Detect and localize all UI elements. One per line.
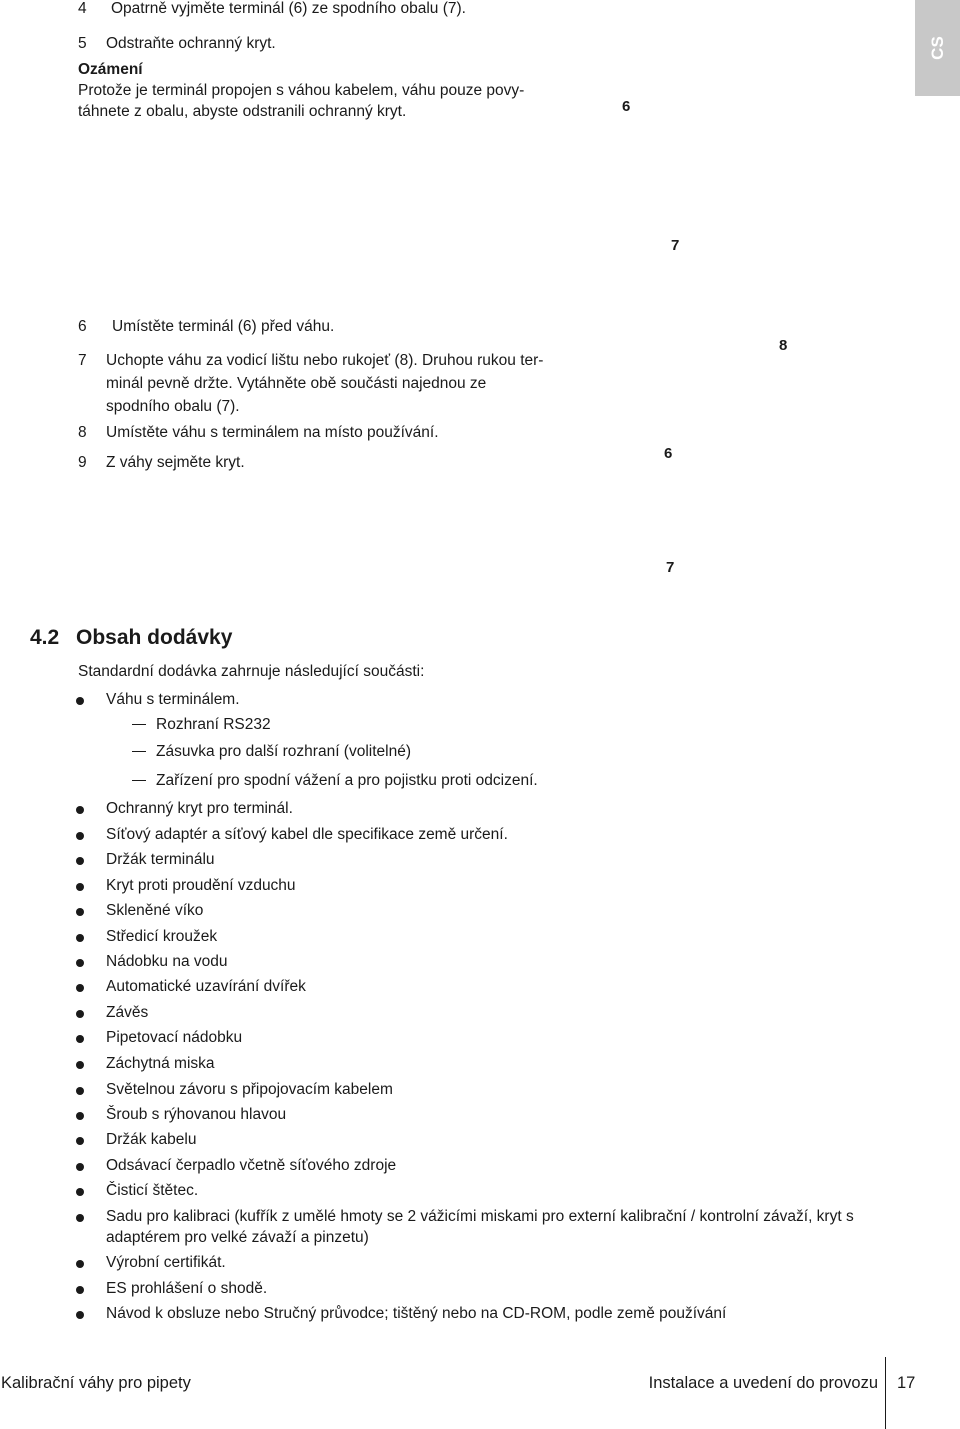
bullet-icon — [76, 959, 84, 967]
step-text: Umístěte váhu s terminálem na místo používání. — [106, 424, 439, 441]
list-item: Záchytná miska — [106, 1055, 215, 1072]
section-intro: Standardní dodávka zahrnuje následující součásti: — [78, 663, 425, 680]
bullet-icon — [76, 1163, 84, 1171]
bullet-icon — [76, 1260, 84, 1268]
step-number: 4 — [78, 0, 87, 17]
bullet-icon — [76, 832, 84, 840]
footer-divider — [885, 1357, 886, 1429]
step-text: Z váhy sejměte kryt. — [106, 454, 245, 471]
list-item: Držák terminálu — [106, 851, 215, 868]
step-text: Uchopte váhu za vodicí lištu nebo rukojeť (8). Druhou rukou ter- — [106, 352, 544, 369]
note-text: Protože je terminál propojen s váhou kabelem, váhu pouze povy- — [78, 82, 525, 99]
note-text: táhnete z obalu, abyste odstranili ochranný kryt. — [78, 103, 407, 120]
step-text: minál pevně držte. Vytáhněte obě součásti najednou ze — [106, 375, 487, 392]
dash-icon — [132, 724, 146, 725]
section-heading — [30, 626, 232, 650]
bullet-icon — [76, 1286, 84, 1294]
bullet-icon — [76, 1061, 84, 1069]
step-text: Opatrně vyjměte terminál (6) ze spodního obalu (7). — [111, 0, 466, 17]
figure-callout: 7 — [666, 559, 675, 576]
bullet-icon — [76, 1311, 84, 1319]
sub-list-item: Zásuvka pro další rozhraní (volitelné) — [156, 743, 412, 760]
step-number: 5 — [78, 35, 87, 52]
figure-callout: 6 — [664, 445, 673, 462]
list-item: ES prohlášení o shodě. — [106, 1280, 268, 1297]
list-item-continuation: adaptérem pro velké závaží a pinzetu) — [106, 1229, 369, 1246]
step-text: Umístěte terminál (6) před váhu. — [112, 318, 335, 335]
bullet-icon — [76, 1010, 84, 1018]
bullet-icon — [76, 697, 84, 705]
list-item: Čisticí štětec. — [106, 1182, 199, 1199]
list-item: Světelnou závoru s připojovacím kabelem — [106, 1081, 393, 1098]
list-item: Výrobní certifikát. — [106, 1254, 226, 1271]
bullet-icon — [76, 1214, 84, 1222]
note-title: Ozámení — [78, 61, 143, 78]
step-number: 9 — [78, 454, 87, 471]
list-item: Návod k obsluze nebo Stručný průvodce; tištěný nebo na CD-ROM, podle země používání — [106, 1305, 727, 1322]
bullet-icon — [76, 1035, 84, 1043]
list-item: Sadu pro kalibraci (kufřík z umělé hmoty se 2 vážicími miskami pro externí kalibrační / kontrolní závaží, kryt s — [106, 1208, 854, 1225]
figure-callout: 8 — [779, 337, 788, 354]
page-number: 17 — [897, 1374, 916, 1392]
footer-left-title: Kalibrační váhy pro pipety — [1, 1374, 191, 1392]
sub-list-item: Zařízení pro spodní vážení a pro pojistku proti odcizení. — [156, 772, 538, 789]
step-number: 6 — [78, 318, 87, 335]
figure-callout: 6 — [622, 98, 631, 115]
dash-icon — [132, 751, 146, 752]
bullet-icon — [76, 883, 84, 891]
step-text: spodního obalu (7). — [106, 398, 240, 415]
bullet-icon — [76, 1188, 84, 1196]
step-text: Odstraňte ochranný kryt. — [106, 35, 276, 52]
footer-chapter-title: Instalace a uvedení do provozu — [648, 1374, 878, 1392]
bullet-icon — [76, 806, 84, 814]
bullet-icon — [76, 908, 84, 916]
bullet-icon — [76, 1087, 84, 1095]
bullet-icon — [76, 1112, 84, 1120]
sub-list-item: Rozhraní RS232 — [156, 716, 271, 733]
bullet-icon — [76, 934, 84, 942]
list-item: Nádobku na vodu — [106, 953, 228, 970]
language-tab — [915, 0, 960, 96]
list-item: Závěs — [106, 1004, 149, 1021]
list-item: Síťový adaptér a síťový kabel dle specifikace země určení. — [106, 826, 508, 843]
step-number: 8 — [78, 424, 87, 441]
bullet-icon — [76, 984, 84, 992]
step-number: 7 — [78, 352, 87, 369]
list-item: Odsávací čerpadlo včetně síťového zdroje — [106, 1157, 397, 1174]
section-title: Obsah dodávky — [76, 626, 233, 649]
list-item: Skleněné víko — [106, 902, 204, 919]
figure-callout: 7 — [671, 237, 680, 254]
bullet-icon — [76, 1137, 84, 1145]
bullet-icon — [76, 857, 84, 865]
list-item: Středicí kroužek — [106, 928, 218, 945]
list-item: Kryt proti proudění vzduchu — [106, 877, 296, 894]
list-item: Pipetovací nádobku — [106, 1029, 243, 1046]
language-tab-label: CS — [927, 36, 947, 60]
list-item: Držák kabelu — [106, 1131, 197, 1148]
list-item: Ochranný kryt pro terminál. — [106, 800, 293, 817]
list-item: Automatické uzavírání dvířek — [106, 978, 306, 995]
list-item: Šroub s rýhovanou hlavou — [106, 1106, 287, 1123]
section-number: 4.2 — [30, 626, 60, 649]
dash-icon — [132, 780, 146, 781]
list-item: Váhu s terminálem. — [106, 691, 240, 708]
